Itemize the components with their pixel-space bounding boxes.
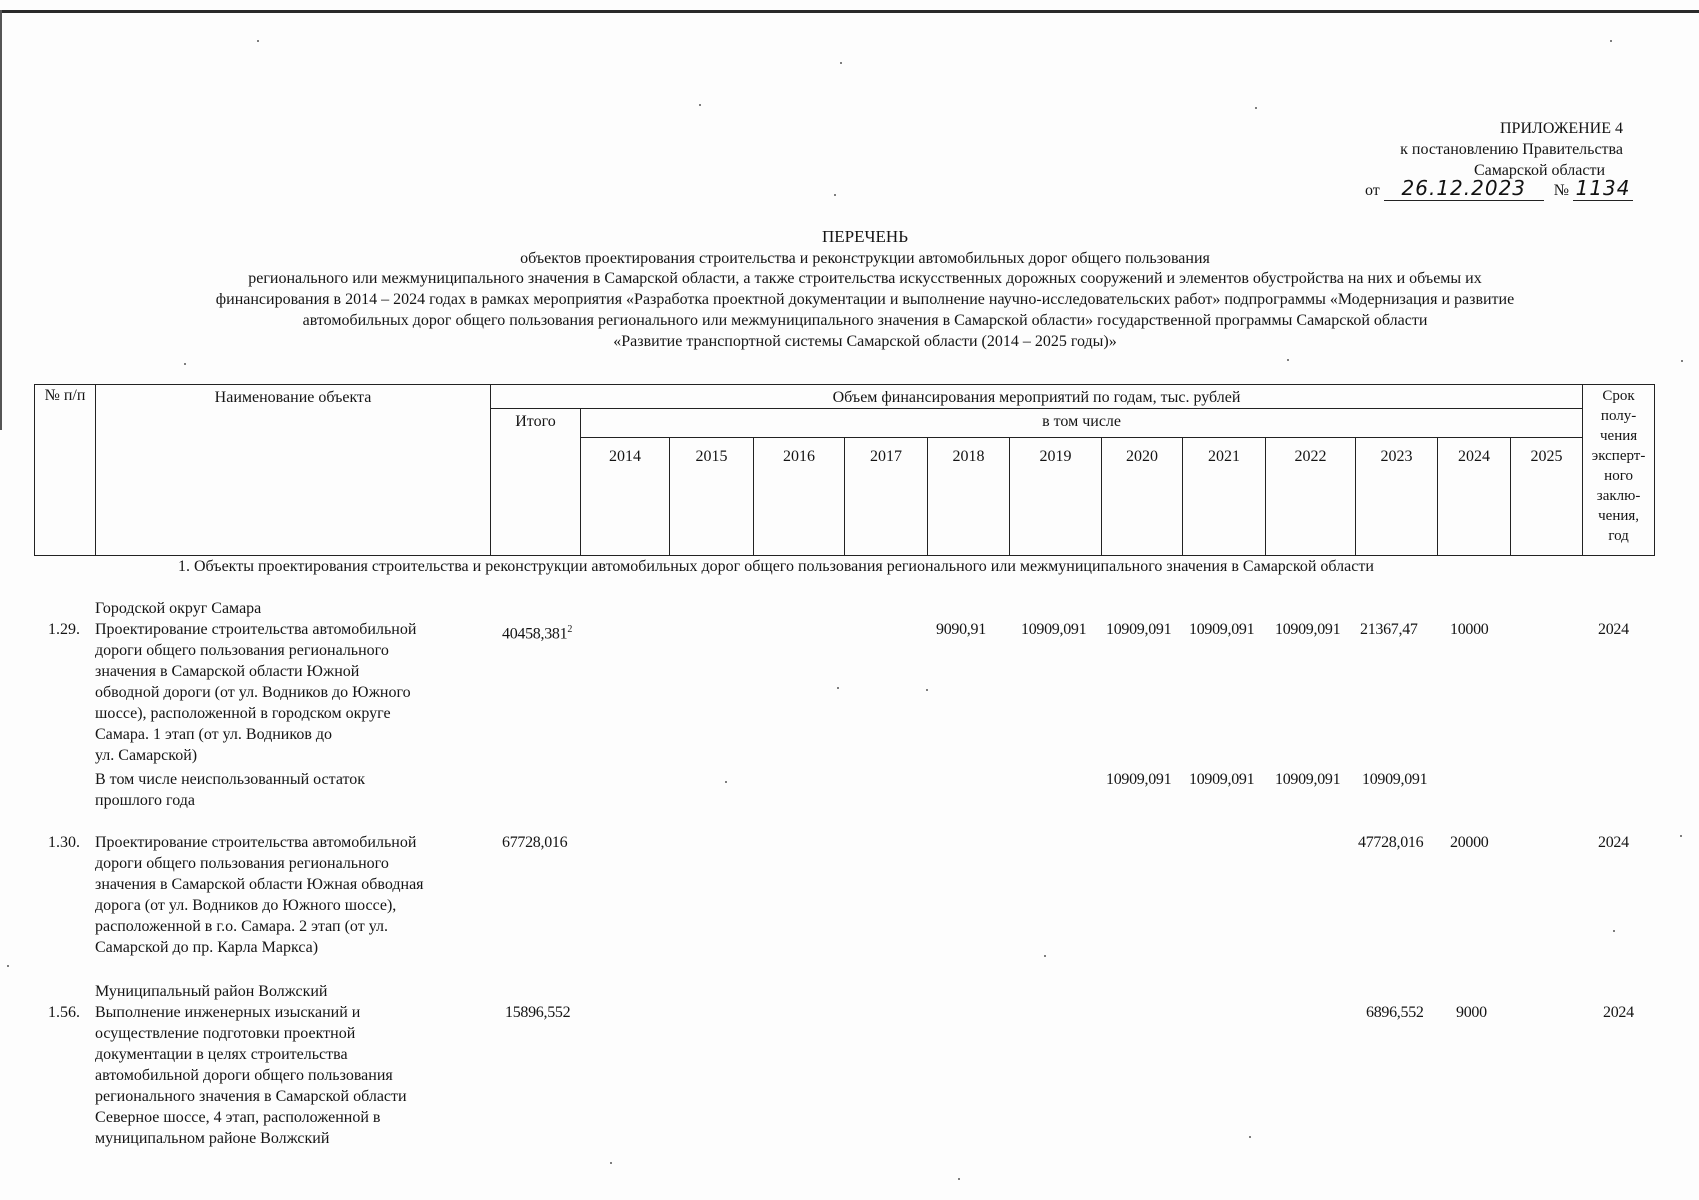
scan-speck <box>1044 955 1046 957</box>
header-year-2017: 2017 <box>845 438 928 556</box>
scan-speck <box>1681 360 1683 362</box>
from-label: от <box>1365 182 1380 199</box>
header-including: в том числе <box>581 409 1583 438</box>
cell-2022: 10909,091 <box>1275 621 1341 638</box>
table-header <box>34 384 1655 556</box>
row-num: 1.30. <box>48 834 80 851</box>
scan-speck <box>1287 359 1289 361</box>
cell-term: 2024 <box>1598 834 1629 851</box>
header-year-2025: 2025 <box>1511 438 1583 556</box>
header-year-2016: 2016 <box>754 438 845 556</box>
cell-2024: 20000 <box>1450 834 1489 851</box>
row-total: 67728,016 <box>502 834 568 851</box>
header-year-2021: 2021 <box>1183 438 1266 556</box>
scan-speck <box>184 363 186 365</box>
group-label: Городской округ Самара <box>95 600 262 617</box>
scan-speck <box>1613 930 1615 932</box>
doc-title-line4: финансирования в 2014 – 2024 годах в рамках мероприятия «Разработка проектной документации и выполнение научно-исследовательских работ» подпрограммы «Модернизация и развитие <box>215 291 1515 308</box>
cell-2018: 9090,91 <box>936 621 986 638</box>
row-num: 1.29. <box>48 621 80 638</box>
header-name: Наименование объекта <box>96 385 491 556</box>
doc-title: ПЕРЕЧЕНЬ <box>822 227 908 246</box>
row-num: 1.56. <box>48 1004 80 1021</box>
handwritten-number: 1134 <box>1573 176 1633 201</box>
row-total: 15896,552 <box>505 1004 571 1021</box>
appendix-title: ПРИЛОЖЕНИЕ 4 <box>1499 120 1623 137</box>
subnote: В том числе неиспользованный остаток прошлого года <box>95 771 366 809</box>
doc-title-line3: регионального или межмуниципального значения в Самарской области, а также строительства искусственных дорожных сооружений и элементов обустройства на них и объемы их <box>248 270 1482 287</box>
cell-term: 2024 <box>1598 621 1629 638</box>
scan-border-left <box>0 10 2 430</box>
header-num: № п/п <box>35 385 96 556</box>
scan-speck <box>837 687 839 689</box>
cell-2023: 21367,47 <box>1360 621 1418 638</box>
header-year-2024: 2024 <box>1438 438 1511 556</box>
scan-border-top <box>0 10 1699 13</box>
doc-title-line5: автомобильных дорог общего пользования регионального или межмуниципального значения в Самарской области» государственной программы Самарской области <box>302 312 1428 329</box>
doc-title-line2: объектов проектирования строительства и реконструкции автомобильных дорог общего пользования <box>520 250 1210 267</box>
scan-speck <box>1249 1136 1251 1138</box>
subnote-2023: 10909,091 <box>1362 771 1428 788</box>
scan-speck <box>1610 40 1612 42</box>
scan-speck <box>257 40 259 42</box>
cell-2024: 9000 <box>1456 1004 1487 1021</box>
header-year-2022: 2022 <box>1266 438 1356 556</box>
scan-speck <box>725 781 727 783</box>
scan-speck <box>926 689 928 691</box>
header-funding: Объем финансирования мероприятий по годам, тыс. рублей <box>491 385 1583 409</box>
scan-speck <box>834 194 836 196</box>
number-label: № <box>1553 182 1570 199</box>
section-title: 1. Объекты проектирования строительства и реконструкции автомобильных дорог общего пользования регионального или межмуниципального значения в Самарской области <box>178 558 1374 575</box>
scan-speck <box>7 965 9 967</box>
row-name: Выполнение инженерных изысканий и осуществление подготовки проектной документации в целях строительства автомобильной дороги общего пользования регионального значения в Самарской области Северное шоссе, 4 этап, расположенной в муниципальном районе Волжский <box>95 1004 407 1147</box>
cell-2024: 10000 <box>1450 621 1489 638</box>
cell-2023: 6896,552 <box>1366 1004 1424 1021</box>
group-label: Муниципальный район Волжский <box>95 983 328 1000</box>
scan-speck <box>958 1178 960 1180</box>
scan-speck <box>610 1162 612 1164</box>
subnote-2021: 10909,091 <box>1189 771 1255 788</box>
scan-speck <box>840 62 842 64</box>
header-year-2015: 2015 <box>670 438 754 556</box>
footnote-mark: 2 <box>567 624 573 635</box>
subnote-2020: 10909,091 <box>1106 771 1172 788</box>
doc-title-line6: «Развитие транспортной системы Самарской области (2014 – 2025 годы)» <box>613 333 1117 350</box>
cell-2023: 47728,016 <box>1358 834 1424 851</box>
header-year-2018: 2018 <box>928 438 1010 556</box>
appendix-line2: к постановлению Правительства <box>1400 141 1623 158</box>
scan-speck <box>1255 107 1257 109</box>
cell-2019: 10909,091 <box>1021 621 1087 638</box>
appendix-line3: Самарской области <box>1474 162 1605 179</box>
row-name: Проектирование строительства автомобильной дороги общего пользования регионального значения в Самарской области Южная обводная дорога (от ул. Водников до Южного шоссе), расположенной в г.о. Самара. 2 этап (от ул. Самарской до пр. Карла Маркса) <box>95 834 424 956</box>
appendix-block <box>1400 118 1623 181</box>
header-year-2014: 2014 <box>581 438 670 556</box>
header-year-2023: 2023 <box>1356 438 1438 556</box>
subnote-2022: 10909,091 <box>1275 771 1341 788</box>
header-term: Срок полу-чения эксперт-ного заклю-чения, год <box>1583 385 1655 556</box>
row-total: 40458,381$^2$ <box>502 624 573 643</box>
cell-2020: 10909,091 <box>1106 621 1172 638</box>
scan-speck <box>699 104 701 106</box>
header-year-2020: 2020 <box>1102 438 1183 556</box>
header-total: Итого <box>491 409 581 556</box>
cell-2021: 10909,091 <box>1189 621 1255 638</box>
cell-term: 2024 <box>1603 1004 1634 1021</box>
appendix-date-line <box>1365 176 1633 201</box>
handwritten-date: 26.12.2023 <box>1384 176 1544 201</box>
row-name: Проектирование строительства автомобильной дороги общего пользования регионального значения в Самарской области Южной обводной дороги (от ул. Водников до Южного шоссе), расположенной в городском округе Самара. 1 этап (от ул. Водников до ул. Самарской) <box>95 621 417 764</box>
scan-speck <box>1680 835 1682 837</box>
header-year-2019: 2019 <box>1010 438 1102 556</box>
